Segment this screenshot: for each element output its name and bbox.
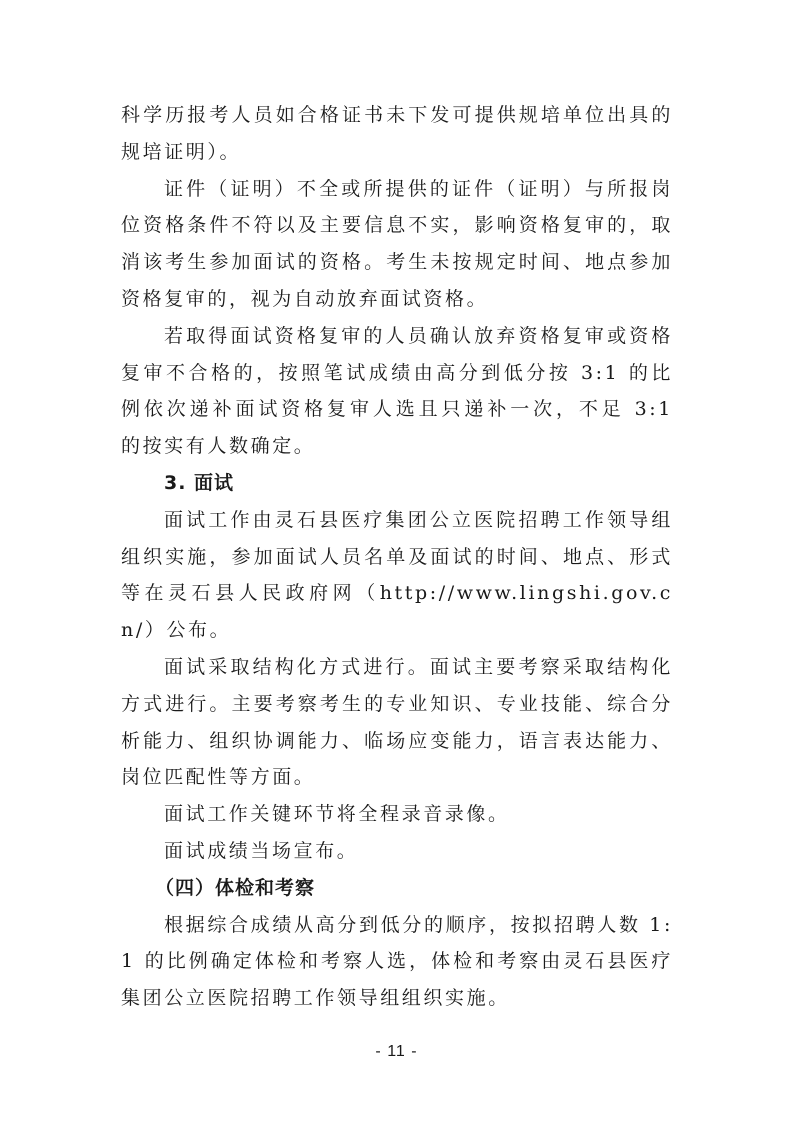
paragraph-physical-exam: 根据综合成绩从高分到低分的顺序，按拟招聘人数 1:1 的比例确定体检和考察人选，体检和考察由灵石县医疗集团公立医院招聘工作领导组组织实施。	[121, 913, 673, 1010]
paragraph-recording: 面试工作关键环节将全程录音录像。	[164, 803, 510, 826]
section-heading-interview: 3. 面试	[164, 471, 235, 494]
paragraph-replacement-rule: 若取得面试资格复审的人员确认放弃资格复审或资格复审不合格的，按照笔试成绩由高分到低分按 3:1 的比例依次递补面试资格复审人选且只递补一次，不足 3:1 的按实有人数确定。	[121, 324, 673, 458]
paragraph-score-announcement: 面试成绩当场宣布。	[164, 839, 359, 862]
document-body	[121, 97, 673, 1017]
paragraph-incomplete-documents: 证件（证明）不全或所提供的证件（证明）与所报岗位资格条件不符以及主要信息不实，影响资格复审的，取消该考生参加面试的资格。考生未按规定时间、地点参加资格复审的，视为自动放弃面试资格。	[121, 177, 673, 310]
paragraph-interview-organization: 面试工作由灵石县医疗集团公立医院招聘工作领导组组织实施，参加面试人员名单及面试的时间、地点、形式等在灵石县人民政府网（http://www.lingshi.gov.cn/）公布。	[121, 508, 673, 642]
page-number: - 11 -	[375, 1043, 418, 1060]
paragraph-interview-method: 面试采取结构化方式进行。面试主要考察采取结构化方式进行。主要考察考生的专业知识、专业技能、综合分析能力、组织协调能力、临场应变能力，语言表达能力、岗位匹配性等方面。	[121, 655, 673, 789]
section-heading-physical-exam: （四）体检和考察	[155, 876, 316, 899]
paragraph-certificate-note: 科学历报考人员如合格证书未下发可提供规培单位出具的规培证明）。	[121, 104, 673, 163]
